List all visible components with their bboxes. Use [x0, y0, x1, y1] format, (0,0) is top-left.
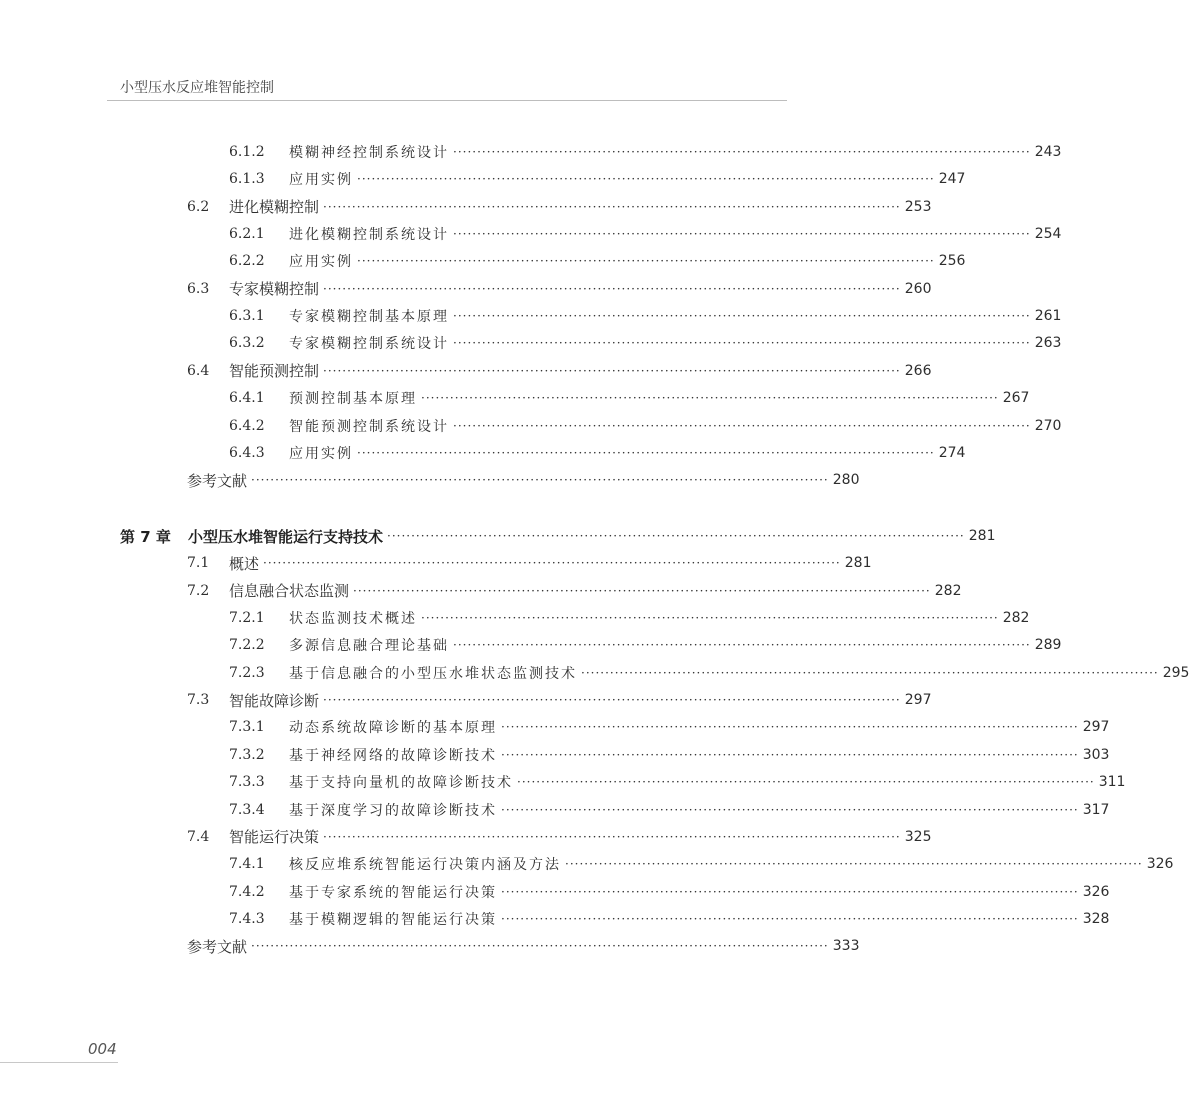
toc-entry-page: 317 — [1082, 801, 1110, 818]
toc-leader-dots: ························································································································ — [421, 391, 999, 406]
toc-leader-dots: ························································································································ — [501, 720, 1079, 735]
toc-entry-title: 多源信息融合理论基础 — [289, 638, 449, 655]
toc-entry-page: 295 — [1162, 664, 1189, 681]
toc-entry-page: 253 — [904, 198, 932, 215]
toc-leader-dots: ························································································································ — [353, 583, 931, 598]
toc-entry-page: 263 — [1034, 335, 1062, 352]
toc-leader-dots: ························································································································ — [453, 145, 1031, 159]
toc-entry-page: 281 — [968, 528, 996, 544]
toc-entry-title: 参考文献 — [187, 471, 248, 490]
toc-entry — [229, 799, 1110, 821]
toc-entry-number: 6.3.1 — [229, 308, 265, 325]
toc-entry-page: 333 — [832, 938, 860, 955]
toc-leader-dots: ························································································································ — [517, 775, 1095, 790]
toc-entry-title: 智能预测控制系统设计 — [289, 418, 449, 435]
toc-entry-page: 266 — [904, 362, 932, 379]
toc-entry-page: 243 — [1034, 144, 1062, 160]
toc-entry-number: 7.3.4 — [229, 801, 265, 818]
toc-entry-page: 297 — [1082, 719, 1110, 736]
toc-entry-title: 基于模糊逻辑的智能运行决策 — [289, 911, 497, 928]
toc-entry-title: 基于专家系统的智能运行决策 — [289, 884, 497, 901]
toc-leader-dots: ························································································································ — [501, 747, 1079, 762]
toc-leader-dots: ························································································································ — [501, 884, 1079, 899]
toc-leader-dots: ························································································································ — [263, 556, 841, 571]
toc-entry-page: 297 — [904, 692, 932, 709]
toc-entry-title: 基于神经网络的故障诊断技术 — [289, 747, 497, 764]
toc-entry-title: 信息融合状态监测 — [229, 582, 350, 601]
toc-leader-dots: ························································································································ — [453, 227, 1031, 242]
toc-leader-dots: ························································································································ — [453, 336, 1031, 351]
toc-entry — [229, 332, 1062, 354]
toc-entry-number: 6.2 — [187, 198, 210, 215]
toc-entry-page: 260 — [904, 280, 932, 297]
toc-entry-number: 7.3.1 — [229, 719, 265, 736]
toc-entry-number: 7.3.3 — [229, 774, 265, 791]
toc-entry-number: 7.3.2 — [229, 746, 265, 763]
toc-entry — [229, 168, 966, 190]
toc-leader-dots: ························································································································ — [501, 802, 1079, 817]
toc-leader-dots: ························································································································ — [357, 445, 935, 460]
toc-entry — [229, 305, 1062, 327]
toc-entry-title: 状态监测技术概述 — [289, 611, 417, 628]
toc-entry — [187, 360, 932, 382]
toc-leader-dots: ························································································································ — [453, 418, 1031, 433]
toc-leader-dots: ························································································································ — [323, 363, 901, 378]
toc-entry-number: 7.4.2 — [229, 883, 265, 900]
toc-entry — [187, 552, 872, 574]
toc-entry — [229, 415, 1062, 437]
toc-leader-dots: ························································································································ — [357, 254, 935, 269]
toc-entry-title: 专家模糊控制基本原理 — [289, 309, 449, 326]
toc-entry-number: 7.2 — [187, 582, 210, 599]
toc-entry — [187, 196, 932, 218]
toc-entry-number: 6.2.2 — [229, 253, 265, 270]
toc-entry-title: 进化模糊控制系统设计 — [289, 227, 449, 244]
toc-entry-title: 基于支持向量机的故障诊断技术 — [289, 775, 513, 792]
toc-entry-title: 参考文献 — [187, 937, 248, 956]
toc-entry-title: 进化模糊控制 — [229, 198, 320, 217]
toc-entry-number: 6.4.3 — [229, 444, 265, 461]
toc-entry-number: 6.2.1 — [229, 226, 265, 243]
toc-entry-page: 311 — [1098, 774, 1126, 791]
toc-leader-dots: ························································································································ — [323, 829, 901, 844]
toc-entry — [120, 525, 996, 547]
toc-entry-number: 7.1 — [187, 555, 210, 572]
toc-entry — [229, 744, 1110, 766]
toc-leader-dots: ························································································································ — [323, 693, 901, 708]
toc-entry-title: 预测控制基本原理 — [289, 391, 417, 408]
toc-entry-page: 281 — [844, 555, 872, 572]
toc-entry — [229, 853, 1174, 875]
toc-entry — [229, 250, 966, 272]
toc-entry — [187, 935, 860, 957]
toc-entry-title: 智能预测控制 — [229, 362, 320, 381]
toc-entry-page: 282 — [1002, 610, 1030, 627]
toc-entry-page: 282 — [934, 582, 962, 599]
toc-leader-dots: ························································································································ — [453, 638, 1031, 653]
toc-entry-page: 325 — [904, 828, 932, 845]
toc-entry-page: 256 — [938, 253, 966, 270]
toc-entry — [187, 689, 932, 711]
toc-entry-page: 267 — [1002, 390, 1030, 407]
toc-entry-title: 基于深度学习的故障诊断技术 — [289, 802, 497, 819]
toc-entry-number: 6.3 — [187, 280, 210, 297]
footer-rule — [0, 1062, 118, 1063]
toc-leader-dots: ························································································································ — [501, 911, 1079, 926]
toc-leader-dots: ························································································································ — [323, 199, 901, 214]
toc-entry — [229, 442, 966, 464]
toc-leader-dots: ························································································································ — [565, 857, 1143, 872]
toc-entry-title: 智能运行决策 — [229, 828, 320, 847]
toc-entry — [229, 223, 1062, 245]
toc-entry-title: 核反应堆系统智能运行决策内涵及方法 — [289, 857, 561, 874]
toc-entry — [229, 881, 1110, 903]
toc-entry — [229, 908, 1110, 930]
toc-entry-title: 基于信息融合的小型压水堆状态监测技术 — [289, 665, 577, 682]
toc-entry-page: 280 — [832, 472, 860, 489]
toc-entry-number: 6.1.3 — [229, 171, 265, 188]
toc-entry — [229, 634, 1062, 656]
toc-entry-number: 7.4.1 — [229, 856, 265, 873]
toc-entry-title: 小型压水堆智能运行支持技术 — [188, 527, 384, 546]
toc-entry — [229, 387, 1030, 409]
toc-leader-dots: ························································································································ — [323, 281, 901, 296]
toc-entry-title: 动态系统故障诊断的基本原理 — [289, 720, 497, 737]
running-header-title: 小型压水反应堆智能控制 — [120, 80, 274, 96]
toc-leader-dots: ························································································································ — [357, 172, 935, 187]
toc-leader-dots: ························································································································ — [251, 939, 829, 954]
toc-entry — [229, 662, 1189, 684]
toc-leader-dots: ························································································································ — [581, 665, 1159, 680]
toc-entry-number: 7.4.3 — [229, 910, 265, 927]
toc-entry-number: 7.4 — [187, 828, 210, 845]
toc-entry-number: 6.4.1 — [229, 390, 265, 407]
toc-entry — [229, 607, 1030, 629]
toc-entry-number: 6.4 — [187, 362, 210, 379]
toc-leader-dots: ························································································································ — [251, 473, 829, 488]
toc-entry — [187, 278, 932, 300]
toc-entry-title: 智能故障诊断 — [229, 691, 320, 710]
toc-entry-number: 第 7 章 — [120, 527, 171, 546]
page-number: 004 — [88, 1040, 117, 1058]
toc-entry-number: 7.3 — [187, 692, 210, 709]
toc-entry — [229, 771, 1126, 793]
toc-entry-title: 专家模糊控制系统设计 — [289, 336, 449, 353]
toc-leader-dots: ························································································································ — [453, 309, 1031, 324]
toc-entry-page: 326 — [1146, 856, 1174, 873]
toc-leader-dots: ························································································································ — [421, 611, 999, 626]
toc-entry-number: 7.2.2 — [229, 637, 265, 654]
toc-entry-title: 概述 — [229, 554, 260, 573]
toc-entry-number: 6.1.2 — [229, 144, 265, 160]
toc-entry — [187, 469, 860, 491]
toc-entry — [229, 141, 1062, 163]
toc-entry-title: 专家模糊控制 — [229, 280, 320, 299]
toc-entry-number: 6.4.2 — [229, 417, 265, 434]
toc-entry-page: 247 — [938, 171, 966, 188]
toc-entry-page: 270 — [1034, 417, 1062, 434]
toc-entry-number: 7.2.1 — [229, 610, 265, 627]
toc-entry-page: 289 — [1034, 637, 1062, 654]
toc-entry-number: 6.3.2 — [229, 335, 265, 352]
toc-entry-title: 应用实例 — [289, 172, 353, 189]
toc-entry — [187, 826, 932, 848]
toc-entry-title: 模糊神经控制系统设计 — [289, 145, 449, 161]
toc-entry-title: 应用实例 — [289, 445, 353, 462]
toc-entry — [229, 716, 1110, 738]
toc-entry-number: 7.2.3 — [229, 664, 265, 681]
toc-entry-page: 328 — [1082, 910, 1110, 927]
toc-entry-page: 303 — [1082, 746, 1110, 763]
toc-entry-title: 应用实例 — [289, 254, 353, 271]
toc-entry-page: 261 — [1034, 308, 1062, 325]
toc-entry-page: 274 — [938, 444, 966, 461]
toc-leader-dots: ························································································································ — [387, 529, 965, 543]
toc-entry — [187, 580, 962, 602]
toc-entry-page: 326 — [1082, 883, 1110, 900]
toc-entry-page: 254 — [1034, 226, 1062, 243]
